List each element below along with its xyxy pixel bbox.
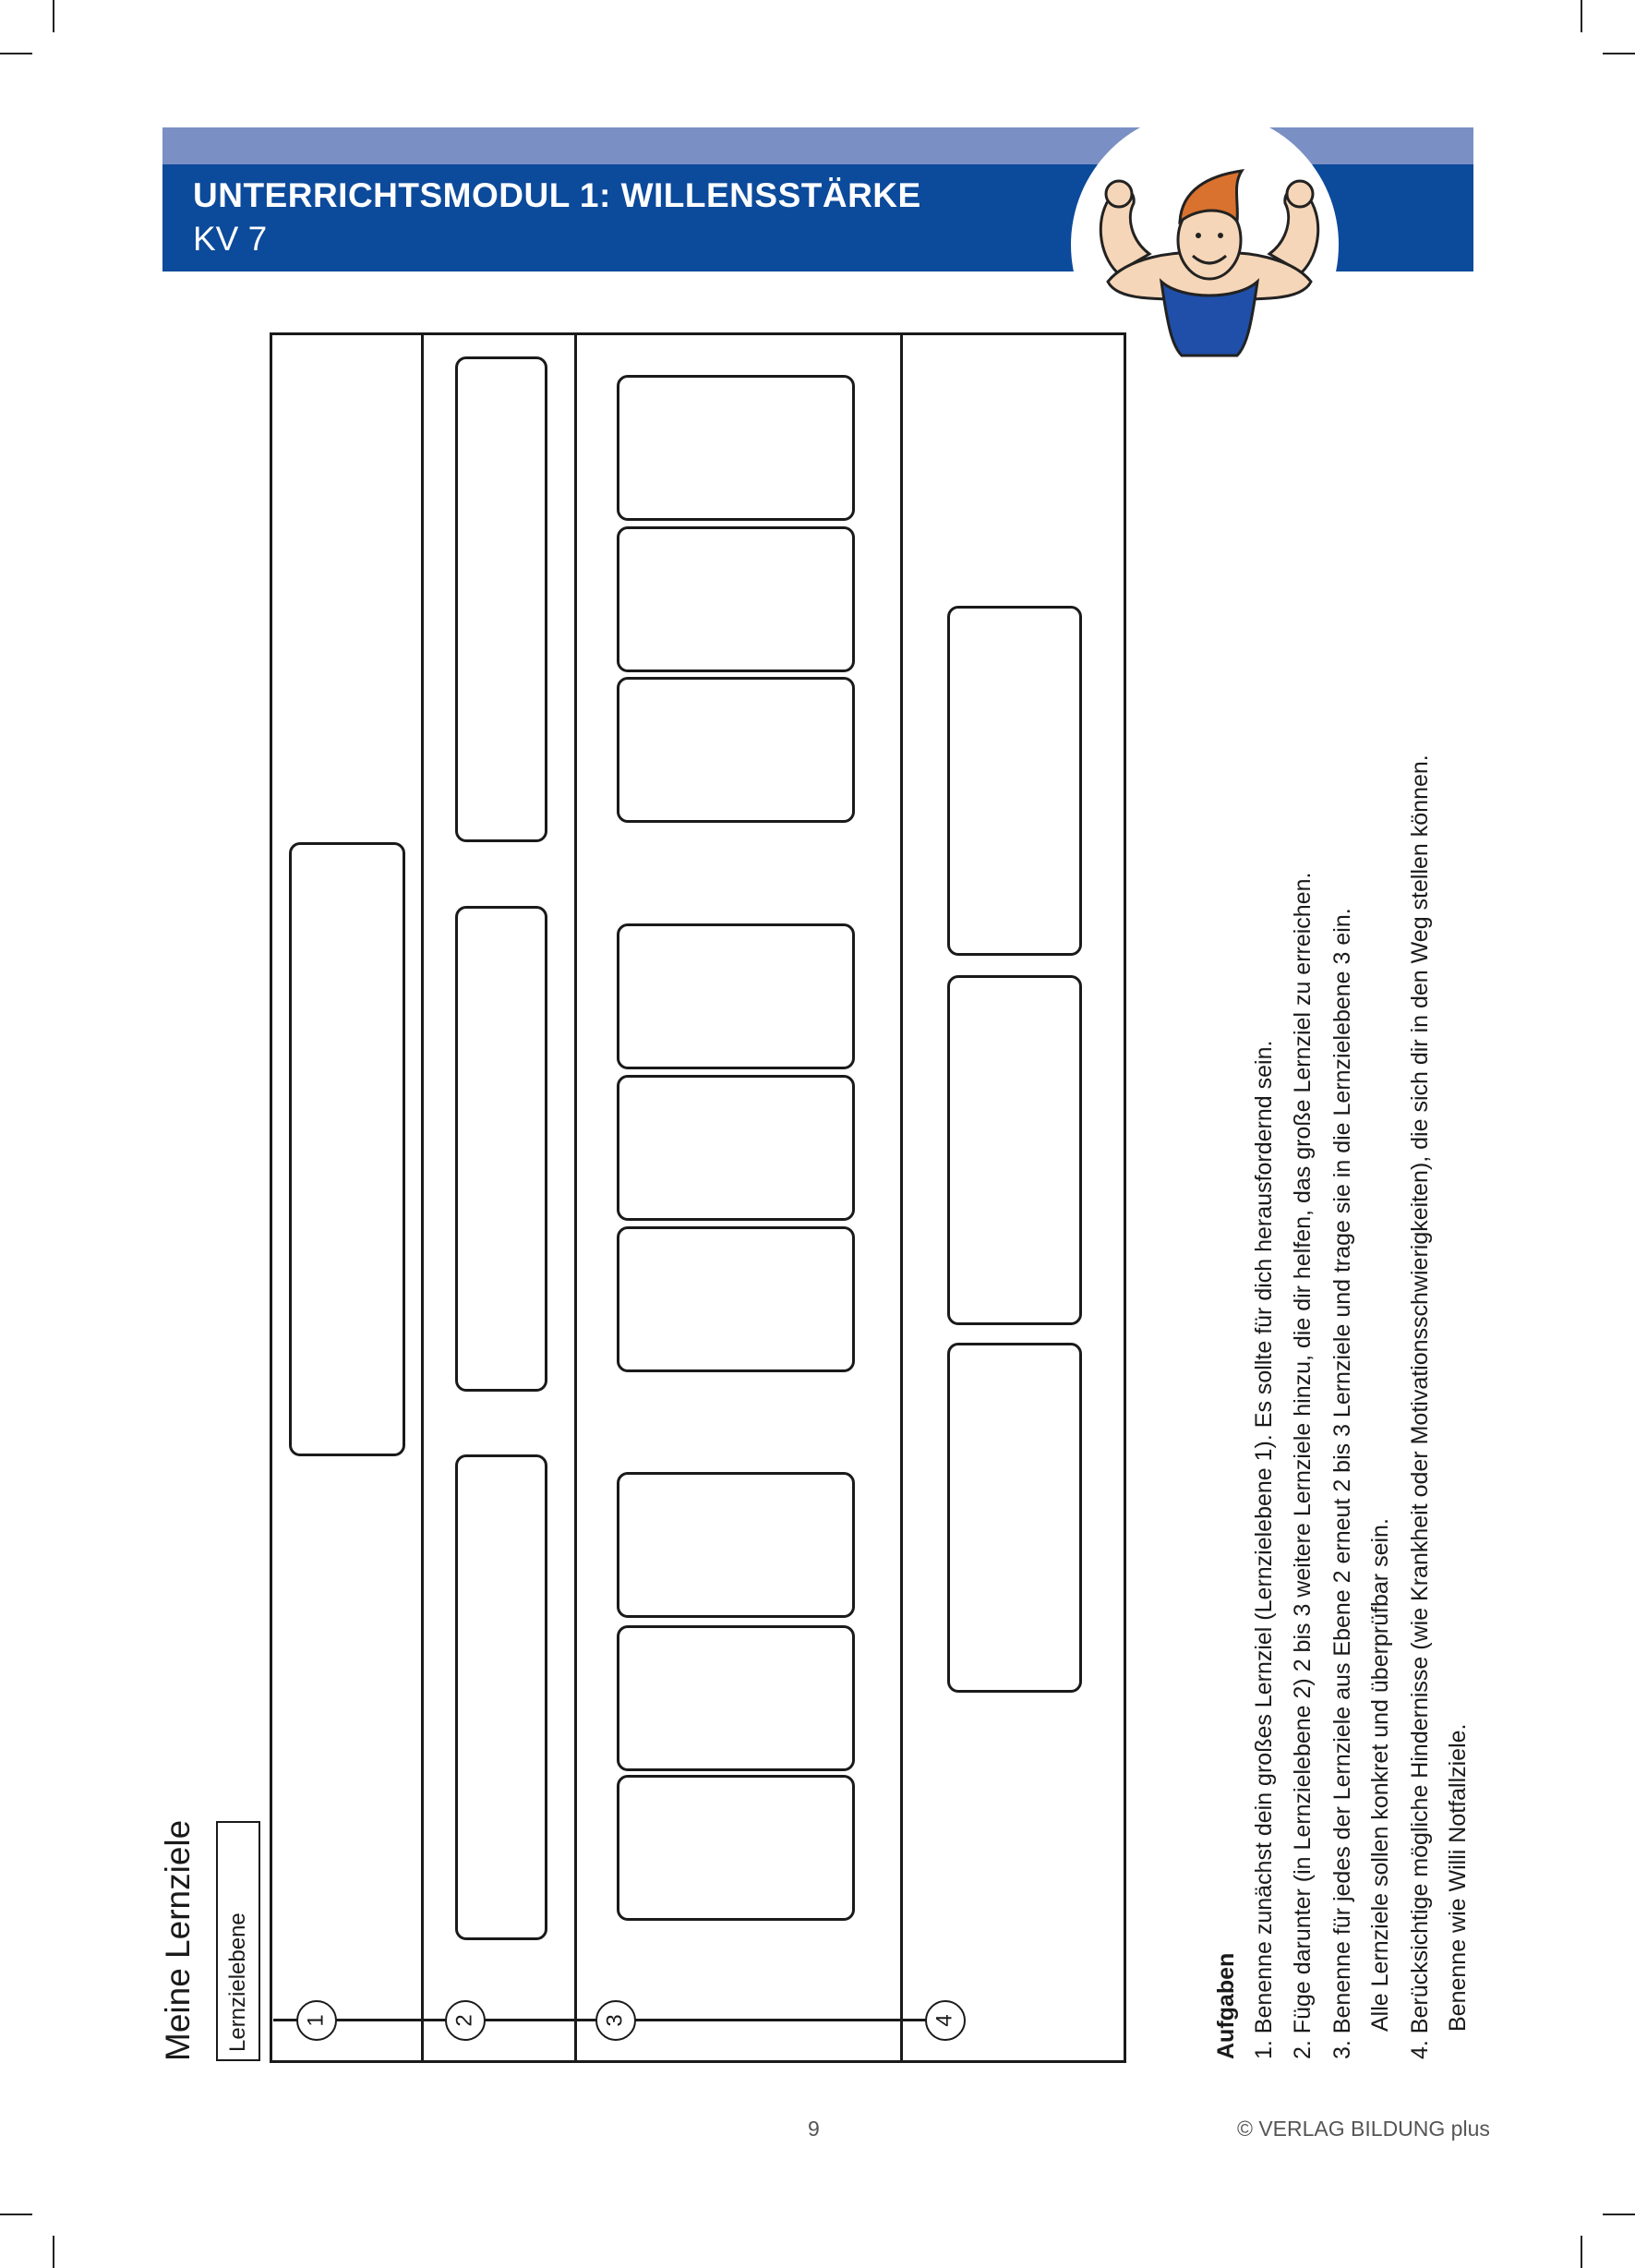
goal-box-level-3[interactable]: [617, 923, 855, 1069]
level-number: 4: [925, 2000, 966, 2041]
mascot-strongman-icon: [1080, 152, 1339, 360]
goal-box-level-4[interactable]: [947, 1343, 1082, 1693]
goal-box-level-2[interactable]: [455, 906, 547, 1392]
goal-box-level-3[interactable]: [617, 1472, 855, 1618]
crop-mark: [0, 53, 32, 54]
page-subtitle: KV 7: [193, 220, 268, 258]
goal-box-level-3[interactable]: [617, 1625, 855, 1771]
level-label: Lernzielebene: [225, 1912, 250, 2052]
page-number: 9: [808, 2117, 820, 2141]
publisher-credit: © VERLAG BILDUNG plus: [1237, 2117, 1490, 2141]
crop-mark: [1581, 0, 1582, 32]
page-title: UNTERRICHTSMODUL 1: WILLENSSTÄRKE: [193, 176, 921, 214]
level-divider: [900, 332, 903, 2063]
goal-box-level-4[interactable]: [947, 606, 1082, 956]
goal-box-level-2[interactable]: [455, 1454, 547, 1940]
goal-box-level-3[interactable]: [617, 375, 855, 521]
crop-mark: [1581, 2236, 1582, 2268]
crop-mark: [1603, 2214, 1635, 2215]
level-divider: [574, 332, 577, 2063]
goal-box-level-3[interactable]: [617, 677, 855, 823]
level-divider: [421, 332, 424, 2063]
goal-box-level-3[interactable]: [617, 526, 855, 672]
goal-box-level-1[interactable]: [289, 842, 405, 1456]
task-item: Alle Lernziele sollen konkret und überprüfbar sein.: [1367, 1518, 1393, 2032]
crop-mark: [53, 2236, 54, 2268]
crop-mark: [1603, 53, 1635, 54]
task-item: 1. Benenne zunächst dein großes Lernziel (Lernzielebene 1). Es sollte für dich herausfordernd sein.: [1251, 1040, 1277, 2059]
task-item: Benenne wie Willi Notfallziele.: [1445, 1723, 1471, 2032]
level-number: 1: [296, 2000, 337, 2041]
task-item: 2. Füge darunter (in Lernzielebene 2) 2 bis 3 weitere Lernziele hinzu, die dir helfen, das große Lernziel zu erreichen.: [1290, 872, 1316, 2059]
goal-box-level-4[interactable]: [947, 975, 1082, 1325]
goal-box-level-2[interactable]: [455, 356, 547, 842]
worksheet-title: Meine Lernziele: [159, 1819, 197, 2061]
level-number: 3: [595, 2000, 636, 2041]
level-number: 2: [445, 2000, 486, 2041]
crop-mark: [0, 2214, 32, 2215]
task-item: 3. Benenne für jedes der Lernziele aus Ebene 2 erneut 2 bis 3 Lernziele und trage sie in die Lernzielebene 3 ein.: [1329, 908, 1355, 2059]
task-item: 4. Berücksichtige mögliche Hindernisse (wie Krankheit oder Motivationsschwierigkeiten), die sich dir in den Weg stellen können.: [1407, 754, 1433, 2059]
crop-mark: [53, 0, 54, 32]
goal-box-level-3[interactable]: [617, 1775, 855, 1921]
goal-box-level-3[interactable]: [617, 1226, 855, 1372]
tasks-heading: Aufgaben: [1213, 1952, 1239, 2059]
goal-box-level-3[interactable]: [617, 1075, 855, 1221]
